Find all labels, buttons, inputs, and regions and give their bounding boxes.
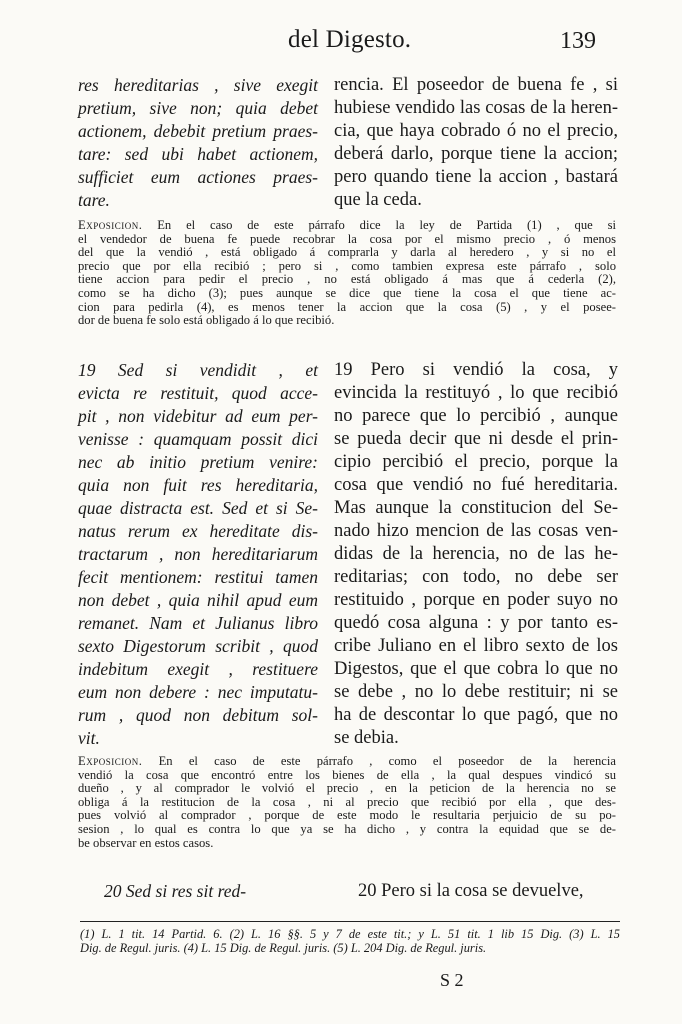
exposition-line: obliga á la restitucion de la cosa , ni al precio que recibió por ella , que des-: [78, 795, 616, 809]
running-title: del Digesto.: [288, 26, 412, 53]
exposition-line: [78, 755, 616, 769]
exposition-line: precio que por ella recibió ; pero si , como tambien expresa este párrafo , solo: [78, 259, 616, 273]
latin-line: indebitum exegit , restituere: [78, 659, 318, 679]
spanish-line: se pueda decir que ni desde el prin-: [334, 429, 618, 449]
exposition-paragraph-1: [78, 219, 616, 328]
latin-line: 19 Sed si vendidit , et: [78, 360, 318, 380]
spanish-line: pero quando tiene la accion , bastará: [334, 167, 618, 187]
latin-line: tare: sed ubi habet actionem,: [78, 144, 318, 164]
spanish-line: didas de la herencia, no de las he-: [334, 544, 618, 564]
spanish-line: cosa que vendió no fué hereditaria.: [334, 475, 618, 495]
latin-line: eum non debere : nec imputatu-: [78, 682, 318, 702]
spanish-line: deberá darlo, porque tiene la accion;: [334, 144, 618, 164]
spanish-line: nado hizo mencion de las cosas ven-: [334, 521, 618, 541]
exposition-line: dor de buena fe solo está obligado á lo que recibió.: [78, 314, 335, 328]
exposition-line: vendió la cosa que encontró entre los bienes de ella , la qual despues vindicó su: [78, 768, 616, 782]
spanish-text-block-2: [334, 359, 618, 750]
latin-text-block-3: [104, 880, 324, 903]
spanish-line: 19 Pero si vendió la cosa, y: [334, 360, 618, 380]
exposition-line: tiene accion para pedir el precio , no está obligado á mas que á cederla (2),: [78, 273, 616, 287]
latin-line: venisse : quamquam possit dici: [78, 429, 318, 449]
spanish-line: evincida la restituyó , lo que recibió: [334, 383, 618, 403]
exposition-line: [78, 219, 616, 233]
latin-line: pretium, sive non; quia debet: [78, 98, 318, 118]
running-header: [0, 22, 682, 58]
exposition-line: del que la vendió , está obligado á comprarla y darla al heredero , y si no el: [78, 246, 616, 260]
exposition-text: En el caso de este párrafo , como el poseedor de la herencia: [142, 755, 616, 768]
latin-line: quae distracta est. Sed et si Se-: [78, 498, 318, 518]
exposition-line: el vendedor de buena fe puede recobrar la cosa por el mismo precio , ó menos: [78, 232, 616, 246]
spanish-line: cia, que haya cobrado ó no el precio,: [334, 121, 618, 141]
latin-line: pit , non videbitur ad eum per-: [78, 406, 318, 426]
latin-text-block-2: [78, 359, 318, 750]
latin-line: actionem, debebit pretium praes-: [78, 121, 318, 141]
spanish-line: se debia.: [334, 728, 399, 748]
latin-line: natus rerum ex hereditate dis-: [78, 521, 318, 541]
spanish-line: se debe , no lo debe restituir; ni se: [334, 682, 618, 702]
footnote-line: (1) L. 1 tit. 14 Partid. 6. (2) L. 16 §§. 5 y 7 de este tit.; y L. 51 tit. 1 lib 15 Dig. (3) L. 15: [80, 927, 620, 941]
latin-line: remanet. Nam et Julianus libro: [78, 613, 318, 633]
latin-line: evicta re restituit, quod acce-: [78, 383, 318, 403]
exposition-line: sesion , lo qual es contra lo que ya se ha dicho , y contra la equidad que se de-: [78, 822, 616, 836]
latin-line: non debet , quia nihil apud eum: [78, 590, 318, 610]
spanish-line: cribe Juliano en el libro sexto de los: [334, 636, 618, 656]
spanish-text-block-3: [358, 880, 620, 903]
spanish-line: Mas aunque la constitucion del Se-: [334, 498, 618, 518]
spanish-line: 20 Pero si la cosa se devuelve,: [358, 881, 584, 901]
exposition-label: Exposicion.: [78, 755, 143, 768]
latin-line: nec ab initio pretium venire:: [78, 452, 318, 472]
exposition-line: dueño , y al comprador le volvió el precio , en la peticion de la herencia no se: [78, 782, 616, 796]
exposition-line: como se ha dicho (3); pues aunque se dice que tiene la cosa el que tiene ac-: [78, 286, 616, 300]
latin-text-block-1: [78, 74, 318, 212]
spanish-line: reditarias; con todo, no debe ser: [334, 567, 618, 587]
spanish-text-block-1: [334, 74, 618, 212]
spanish-line: no parece que lo percibió , aunque: [334, 406, 618, 426]
exposition-text: En el caso de este párrafo dice la ley de Partida (1) , que si: [142, 219, 616, 232]
latin-line: rum , quod non debitum sol-: [78, 705, 318, 725]
spanish-line: ha de descontar lo que pagó, que no: [334, 705, 618, 725]
spanish-line: rencia. El poseedor de buena fe , si: [334, 75, 618, 95]
latin-line: tare.: [78, 190, 110, 210]
exposition-line: cion para pedirla (4), es menos tener la accion que la cosa (5) , y el posee-: [78, 300, 616, 314]
footnote-line: Dig. de Regul. juris. (4) L. 15 Dig. de Regul. juris. (5) L. 204 Dig. de Regul. juris.: [80, 941, 487, 955]
latin-line: 20 Sed si res sit red-: [104, 881, 247, 901]
spanish-line: quedó cosa alguna : y por tanto es-: [334, 613, 618, 633]
spanish-line: hubiese vendido las cosas de la heren-: [334, 98, 618, 118]
exposition-label: Exposicion.: [78, 219, 143, 232]
spanish-line: cipio percibió el precio, porque la: [334, 452, 618, 472]
latin-line: tractarum , non hereditariarum: [78, 544, 318, 564]
spanish-line: que la ceda.: [334, 190, 422, 210]
exposition-line: pues volvió al comprador , porque de este modo le resultaria perjuicio de su po-: [78, 809, 616, 823]
latin-line: sexto Digestorum scribit , quod: [78, 636, 318, 656]
signature-mark: S 2: [440, 970, 464, 990]
latin-line: vit.: [78, 728, 100, 748]
footnote-rule: [80, 921, 620, 922]
page-number: 139: [560, 28, 596, 54]
latin-line: fecit mentionem: restitui tamen: [78, 567, 318, 587]
spanish-line: restituido , porque en poder suyo no: [334, 590, 618, 610]
footnotes: [80, 927, 620, 955]
latin-line: quia non fuit res hereditaria,: [78, 475, 318, 495]
latin-line: sufficiet eum actiones praes-: [78, 167, 318, 187]
exposition-line: be observar en estos casos.: [78, 836, 214, 850]
spanish-line: Digestos, que el que cobra lo que no: [334, 659, 618, 679]
latin-line: res hereditarias , sive exegit: [78, 75, 318, 95]
exposition-paragraph-2: [78, 755, 616, 850]
